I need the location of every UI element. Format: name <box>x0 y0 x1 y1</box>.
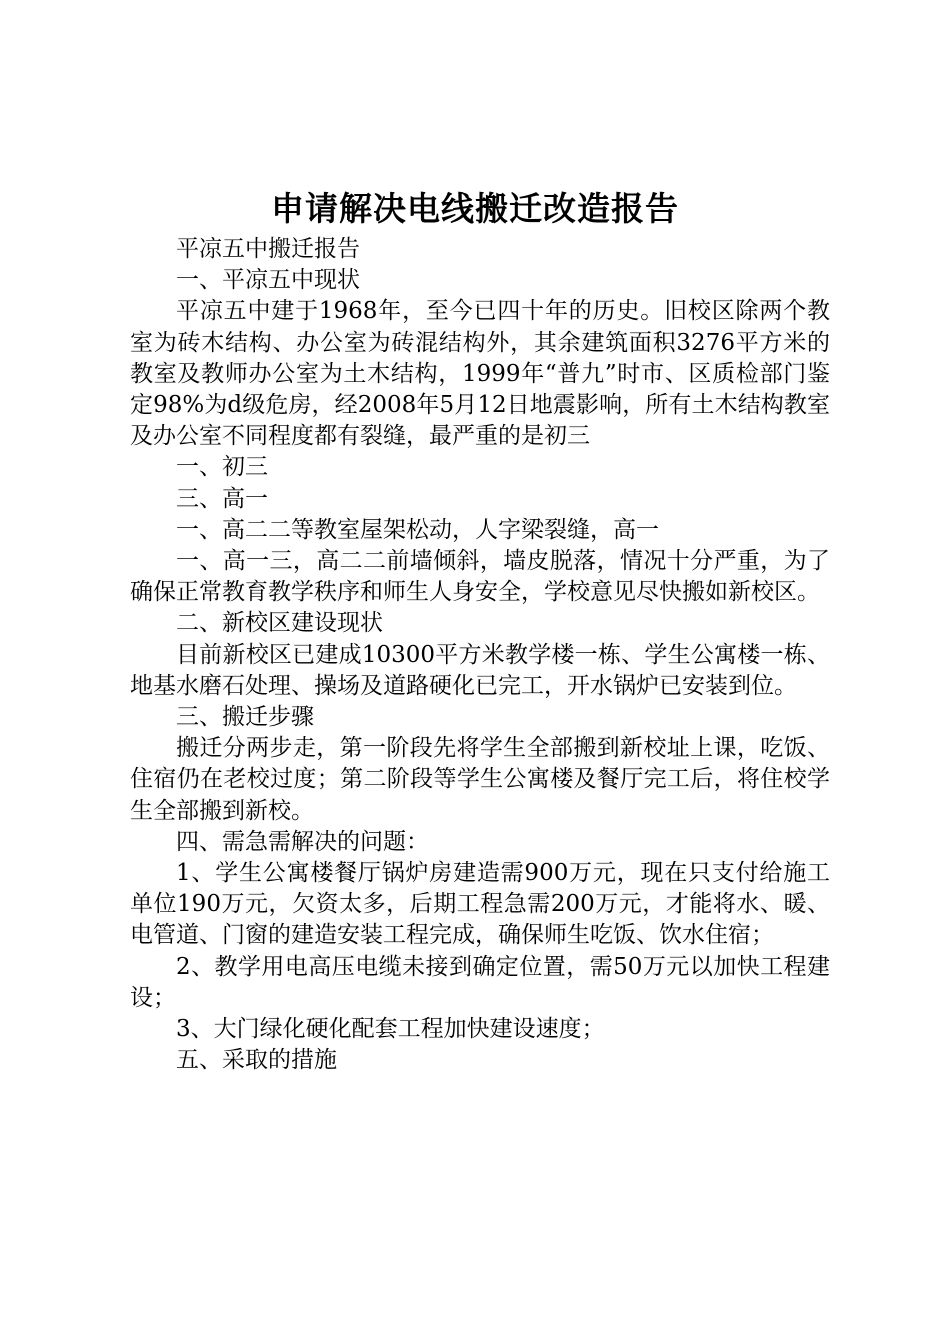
paragraph: 目前新校区已建成10300平方米教学楼一栋、学生公寓楼一栋、地基水磨石处理、操场及道路硬化已完工，开水锅炉已安装到位。 <box>130 641 830 699</box>
paragraph: 一、高一三，高二二前墙倾斜，墙皮脱落，情况十分严重，为了确保正常教育教学秩序和师生人身安全，学校意见尽快搬如新校区。 <box>130 548 830 606</box>
section-heading: 四、需急需解决的问题： <box>176 828 429 855</box>
document-body <box>130 234 830 1076</box>
section-heading: 五、采取的措施 <box>176 1047 337 1074</box>
paragraph: 三、高一 <box>176 485 268 512</box>
document-title: 申请解决电线搬迁改造报告 <box>271 189 679 228</box>
list-item: 2、教学用电高压电缆未接到确定位置，需50万元以加快工程建设； <box>130 953 830 1011</box>
paragraph: 平凉五中搬迁报告 <box>176 236 360 262</box>
section-heading: 一、平凉五中现状 <box>176 267 360 294</box>
section-heading: 二、新校区建设现状 <box>176 610 383 637</box>
paragraph: 一、初三 <box>176 454 268 481</box>
list-item: 3、大门绿化硬化配套工程加快建设速度； <box>176 1016 605 1043</box>
paragraph: 平凉五中建于1968年，至今已四十年的历史。旧校区除两个教室为砖木结构、办公室为砖混结构外，其余建筑面积3276平方米的教室及教师办公室为土木结构，1999年“普九”时市、区质检部门鉴定98%为d级危房，经2008年5月12日地震影响，所有土木结构教室及办公室不同程度都有裂缝，最严重的是初三 <box>130 298 830 450</box>
paragraph: 搬迁分两步走，第一阶段先将学生全部搬到新校址上课，吃饭、住宿仍在老校过度；第二阶段等学生公寓楼及餐厅完工后，将住校学生全部搬到新校。 <box>130 735 830 824</box>
list-item: 1、学生公寓楼餐厅锅炉房建造需900万元，现在只支付给施工单位190万元，欠资太多，后期工程急需200万元，才能将水、暖、电管道、门窗的建造安装工程完成，确保师生吃饭、饮水住宿； <box>130 860 830 949</box>
paragraph: 一、高二二等教室屋架松动，人字梁裂缝，高一 <box>176 516 659 543</box>
section-heading: 三、搬迁步骤 <box>176 704 314 731</box>
